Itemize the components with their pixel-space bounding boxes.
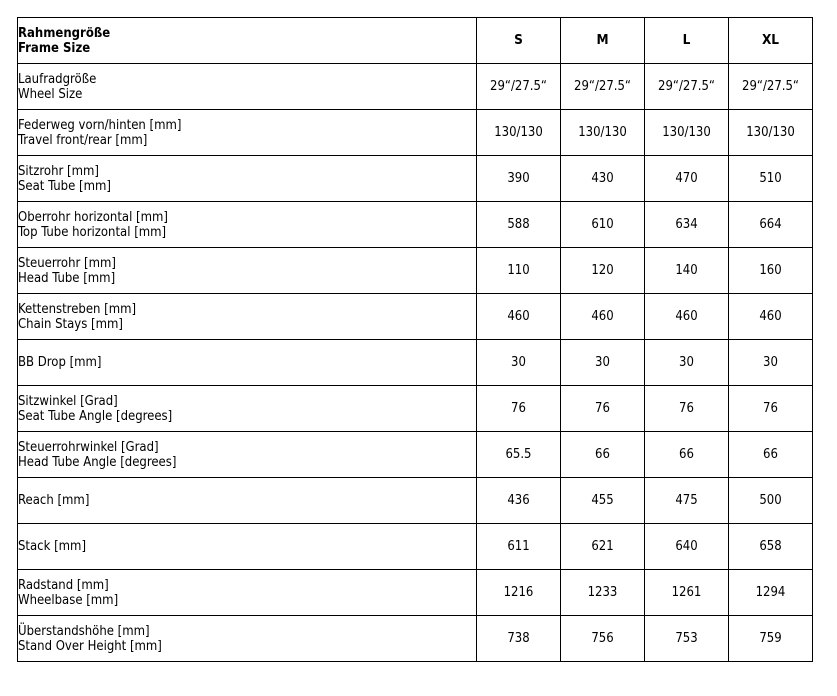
table-row	[18, 616, 813, 662]
value-cell-m: 120	[561, 248, 645, 294]
row-label-de: Reach [mm]	[18, 493, 90, 508]
value-cell-xl: 460	[729, 294, 813, 340]
value-cell-xl: 664	[729, 202, 813, 248]
value-cell-xl: 76	[729, 386, 813, 432]
value-cell-l: 475	[645, 478, 729, 524]
row-label-en: Wheelbase [mm]	[18, 592, 119, 608]
row-label-de: Kettenstreben [mm]	[18, 301, 137, 317]
row-label-de: BB Drop [mm]	[18, 355, 102, 370]
value-cell-s: 130/130	[477, 110, 561, 156]
row-label-cell	[18, 248, 477, 294]
table-row	[18, 386, 813, 432]
table-row	[18, 478, 813, 524]
row-label-cell	[18, 294, 477, 340]
value-cell-l: 140	[645, 248, 729, 294]
value-cell-s: 30	[477, 340, 561, 386]
row-label-de: Federweg vorn/hinten [mm]	[18, 117, 182, 133]
row-label-en: Chain Stays [mm]	[18, 316, 123, 332]
row-label-de: Überstandshöhe [mm]	[18, 623, 150, 639]
row-label-en: Head Tube Angle [degrees]	[18, 454, 177, 470]
value-cell-s: 110	[477, 248, 561, 294]
value-cell-s: 611	[477, 524, 561, 570]
table-row	[18, 294, 813, 340]
value-cell-xl: 1294	[729, 570, 813, 616]
value-cell-m: 29“/27.5“	[561, 64, 645, 110]
row-label-de: Steuerrohr [mm]	[18, 255, 116, 271]
value-cell-m: 610	[561, 202, 645, 248]
frame-size-header-cell	[18, 18, 477, 64]
geometry-table	[17, 17, 813, 662]
row-label-cell	[18, 570, 477, 616]
size-header-m: M	[561, 18, 645, 64]
table-row	[18, 156, 813, 202]
row-label-cell	[18, 432, 477, 478]
value-cell-l: 76	[645, 386, 729, 432]
value-cell-l: 460	[645, 294, 729, 340]
value-cell-m: 76	[561, 386, 645, 432]
value-cell-s: 460	[477, 294, 561, 340]
row-label-cell	[18, 478, 477, 524]
value-cell-m: 30	[561, 340, 645, 386]
row-label-cell	[18, 110, 477, 156]
row-label-de: Steuerrohrwinkel [Grad]	[18, 439, 159, 455]
table-row	[18, 202, 813, 248]
row-label-en: Top Tube horizontal [mm]	[18, 224, 167, 240]
row-label-de: Sitzwinkel [Grad]	[18, 393, 118, 409]
value-cell-m: 621	[561, 524, 645, 570]
row-label-de: Laufradgröße	[18, 71, 97, 87]
value-cell-xl: 29“/27.5“	[729, 64, 813, 110]
row-label-de: Stack [mm]	[18, 539, 87, 554]
size-header-s: S	[477, 18, 561, 64]
value-cell-l: 470	[645, 156, 729, 202]
geometry-table-body	[18, 18, 813, 662]
table-row	[18, 570, 813, 616]
row-label-de: Sitzrohr [mm]	[18, 163, 99, 179]
value-cell-s: 65.5	[477, 432, 561, 478]
size-header-xl: XL	[729, 18, 813, 64]
value-cell-s: 29“/27.5“	[477, 64, 561, 110]
value-cell-l: 29“/27.5“	[645, 64, 729, 110]
size-header-l: L	[645, 18, 729, 64]
table-row	[18, 248, 813, 294]
row-label-en: Wheel Size	[18, 86, 83, 102]
value-cell-m: 430	[561, 156, 645, 202]
table-row	[18, 432, 813, 478]
value-cell-l: 634	[645, 202, 729, 248]
row-label-cell	[18, 202, 477, 248]
row-label-cell	[18, 524, 477, 570]
value-cell-xl: 759	[729, 616, 813, 662]
row-label-de: Radstand [mm]	[18, 577, 109, 593]
value-cell-m: 130/130	[561, 110, 645, 156]
table-row	[18, 64, 813, 110]
row-label-en: Stand Over Height [mm]	[18, 638, 162, 654]
table-row	[18, 524, 813, 570]
value-cell-m: 756	[561, 616, 645, 662]
value-cell-l: 130/130	[645, 110, 729, 156]
value-cell-l: 30	[645, 340, 729, 386]
frame-size-label-en: Frame Size	[18, 40, 91, 56]
value-cell-m: 455	[561, 478, 645, 524]
row-label-cell	[18, 64, 477, 110]
value-cell-s: 390	[477, 156, 561, 202]
value-cell-s: 588	[477, 202, 561, 248]
value-cell-l: 753	[645, 616, 729, 662]
row-label-cell	[18, 616, 477, 662]
value-cell-m: 1233	[561, 570, 645, 616]
value-cell-xl: 160	[729, 248, 813, 294]
value-cell-s: 1216	[477, 570, 561, 616]
row-label-en: Head Tube [mm]	[18, 270, 116, 286]
value-cell-xl: 658	[729, 524, 813, 570]
row-label-de: Oberrohr horizontal [mm]	[18, 209, 168, 225]
value-cell-xl: 510	[729, 156, 813, 202]
value-cell-l: 1261	[645, 570, 729, 616]
table-header-row	[18, 18, 813, 64]
value-cell-m: 66	[561, 432, 645, 478]
row-label-en: Travel front/rear [mm]	[18, 132, 148, 148]
value-cell-l: 66	[645, 432, 729, 478]
value-cell-s: 738	[477, 616, 561, 662]
table-row	[18, 340, 813, 386]
table-row	[18, 110, 813, 156]
value-cell-xl: 130/130	[729, 110, 813, 156]
value-cell-s: 76	[477, 386, 561, 432]
row-label-cell	[18, 156, 477, 202]
frame-size-label-de: Rahmengröße	[18, 25, 111, 41]
row-label-cell	[18, 340, 477, 386]
value-cell-m: 460	[561, 294, 645, 340]
value-cell-xl: 500	[729, 478, 813, 524]
value-cell-xl: 30	[729, 340, 813, 386]
row-label-en: Seat Tube Angle [degrees]	[18, 408, 173, 424]
value-cell-xl: 66	[729, 432, 813, 478]
row-label-en: Seat Tube [mm]	[18, 178, 111, 194]
value-cell-l: 640	[645, 524, 729, 570]
row-label-cell	[18, 386, 477, 432]
value-cell-s: 436	[477, 478, 561, 524]
